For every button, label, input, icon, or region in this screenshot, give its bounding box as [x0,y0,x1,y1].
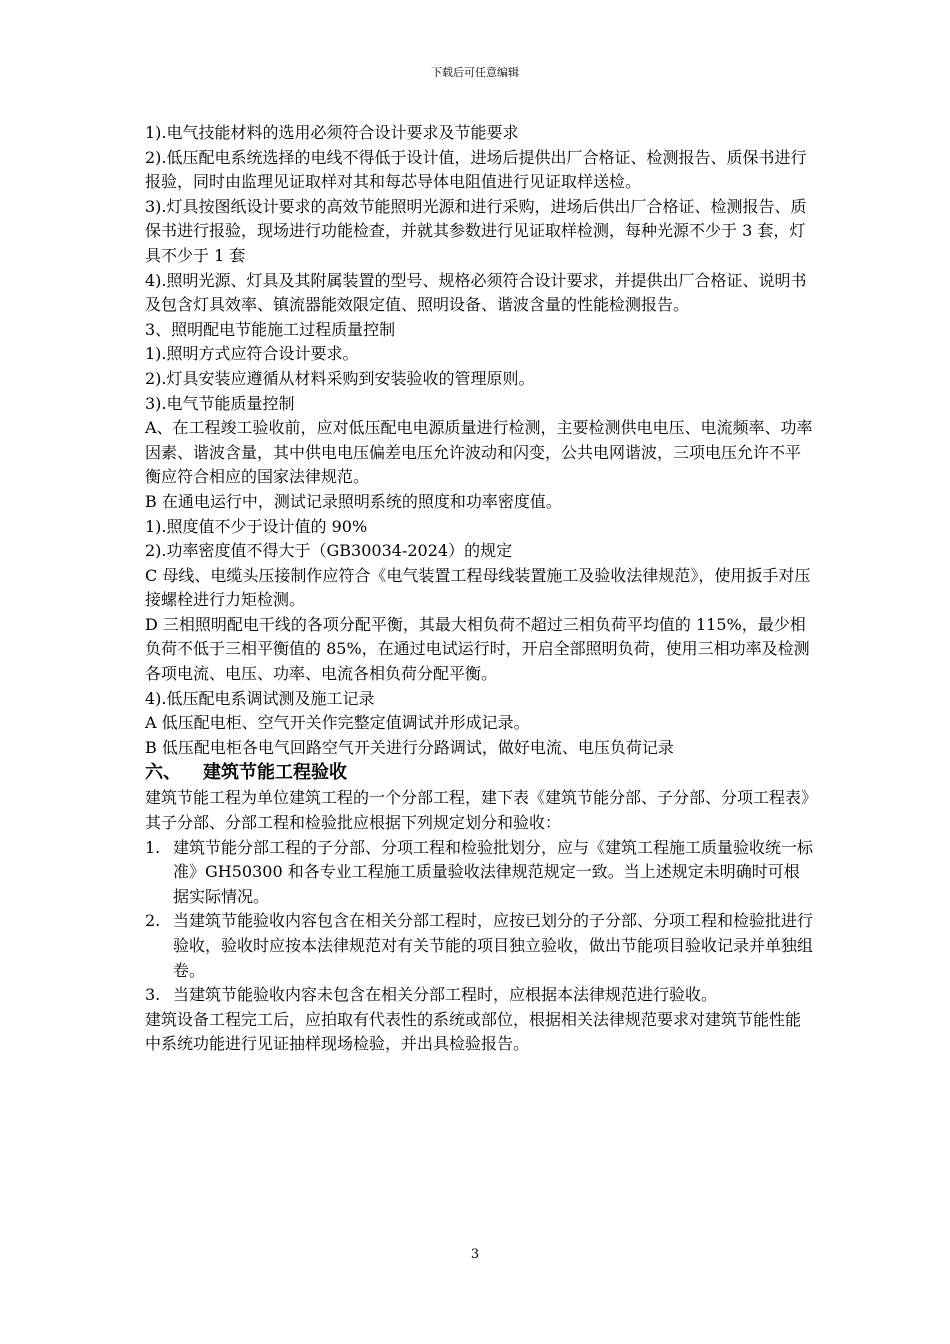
paragraph: 2).低压配电系统选择的电线不得低于设计值，进场后提供出厂合格证、检测报告、质保书进行报验，同时由监理见证取样对其和每芯导体电阻值进行见证取样送检。 [145,147,807,192]
section-heading [145,760,815,786]
paragraph: 2).功率密度值不得大于（GB30034-2024）的规定 [145,541,513,561]
list-item [145,983,815,1008]
paragraph: 1).照明方式应符合设计要求。 [145,344,359,364]
paragraph: B 在通电运行中，测试记录照明系统的照度和功率密度值。 [145,491,562,511]
list-text: 建筑节能分部工程的子分部、分项工程和检验批划分，应与《建筑工程施工质量验收统一标准》GH50300 和各专业工程施工质量验收法律规范规定一致。当上述规定未明确时可根据实际情况。 [173,837,814,906]
section-number: 六、 [145,762,181,784]
paragraph: C 母线、电缆头压接制作应符合《电气装置工程母线装置施工及验收法律规范》，使用扳手对压接螺栓进行力矩检测。 [145,565,811,610]
list-marker: 2. [145,911,161,931]
list-text: 当建筑节能验收内容包含在相关分部工程时，应按已划分的子分部、分项工程和检验批进行验收，验收时应按本法律规范对有关节能的项目独立验收，做出节能项目验收记录并单独组卷。 [173,911,814,980]
paragraph: A、在工程竣工验收前，应对低压配电电源质量进行检测，主要检测供电电压、电流频率、功率因素、谐波含量，其中供电电压偏差电压允许波动和闪变，公共电网谐波，三项电压允许不平衡应符合相应的国家法律规范。 [145,418,813,487]
paragraph: 1).照度值不少于设计值的 90% [145,516,368,536]
page-header: 下载后可任意编辑 [431,66,519,79]
section-title: 建筑节能工程验收 [203,762,347,784]
paragraph: 3).电气节能质量控制 [145,393,295,413]
section-intro: 建筑节能工程为单位建筑工程的一个分部工程，建下表《建筑节能分部、子分部、分项工程表》其子分部、分部工程和检验批应根据下列规定划分和验收： [145,788,810,833]
paragraph: 1).电气技能材料的选用必须符合设计要求及节能要求 [145,123,519,142]
page-number: 3 [470,1247,480,1262]
paragraph: 4).低压配电系调试测及施工记录 [145,688,375,708]
paragraph: D 三相照明配电干线的各项分配平衡，其最大相负荷不超过三相负荷平均值的 115%，最少相负荷不低于三相平衡值的 85%，在通过电试运行时，开启全部照明负荷，使用三相功率及检测各项电流、电压、功率、电流各相负荷分配平衡。 [145,614,810,684]
list-item [145,909,815,983]
list-marker: 1. [145,837,161,857]
paragraph: 4).照明光源、灯具及其附属装置的型号、规格必须符合设计要求，并提供出厂合格证、说明书及包含灯具效率、镇流器能效限定值、照明设备、谐波含量的性能检测报告。 [145,270,807,315]
paragraph: 2).灯具安装应遵循从材料采购到安装验收的管理原则。 [145,368,535,388]
paragraph: A 低压配电柜、空气开关作完整定值调试并形成记录。 [145,713,530,733]
document-body [145,121,815,1057]
list-marker: 3. [145,985,161,1005]
list-text: 当建筑节能验收内容未包含在相关分部工程时，应根据本法律规范进行验收。 [173,985,718,1005]
paragraph: B 低压配电柜各电气回路空气开关进行分路调试，做好电流、电压负荷记录 [145,737,674,757]
closing-paragraph: 建筑设备工程完工后，应拍取有代表性的系统或部位，根据相关法律规范要求对建筑节能性能中系统功能进行见证抽样现场检验，并出具检验报告。 [145,1009,802,1054]
paragraph: 3).灯具按图纸设计要求的高效节能照明光源和进行采购，进场后供出厂合格证、检测报告、质保书进行报验，现场进行功能检查，并就其参数进行见证取样检测，每种光源不少于 3 套，灯具不少于 1 套 [145,196,807,265]
list-item [145,836,815,910]
subsection-heading: 3、照明配电节能施工过程质量控制 [145,319,396,339]
